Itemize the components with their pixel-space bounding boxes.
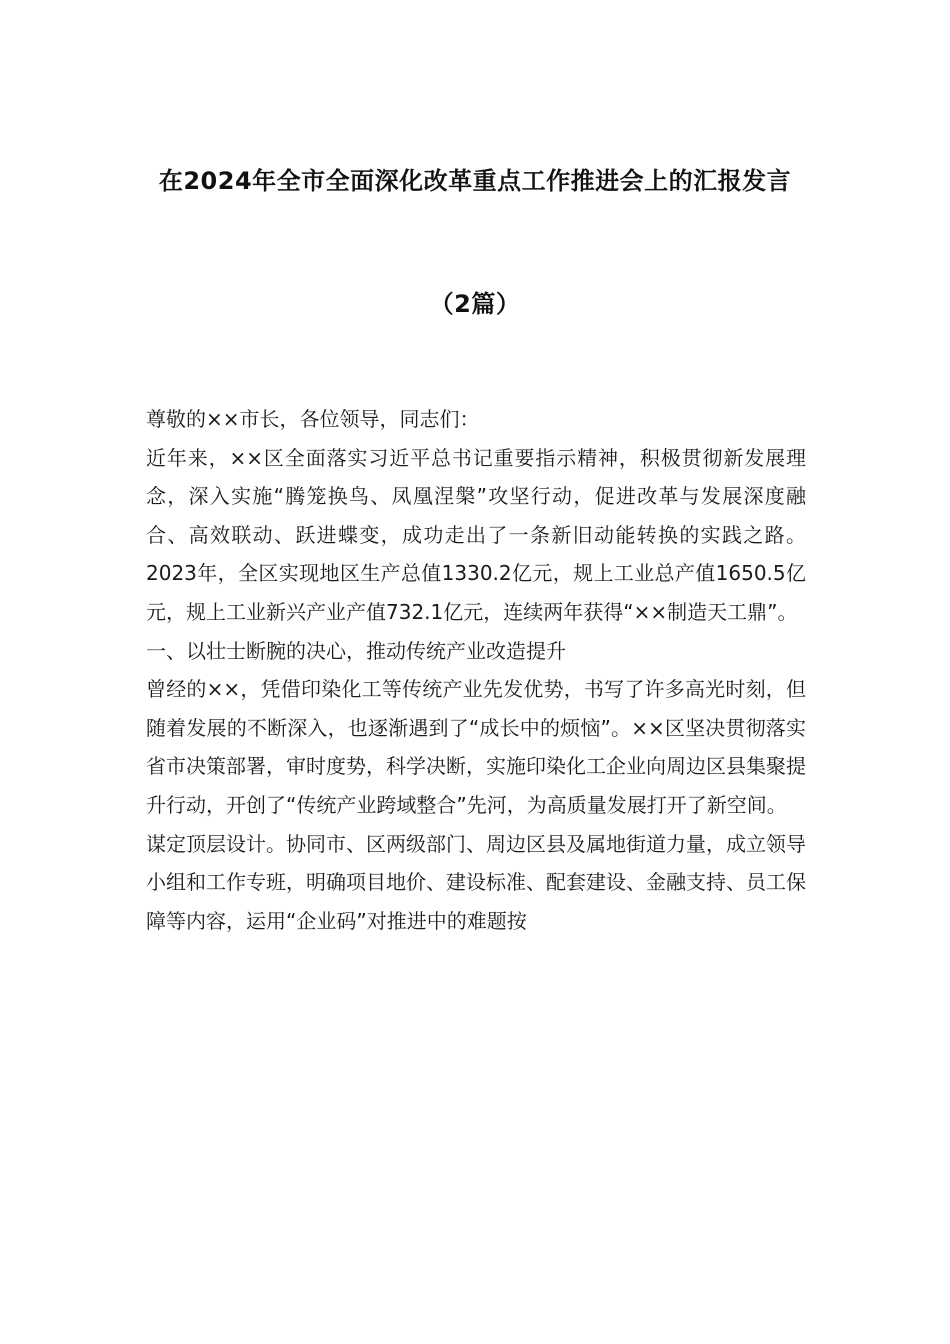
paragraph-top-level-design: 谋定顶层设计。协同市、区两级部门、周边区县及属地街道力量，成立领导小组和工作专班，明确项目地价、建设标准、配套建设、金融支持、员工保障等内容，运用“企业码”对推进中的难题按 [146,831,806,933]
document-title: 在2024年全市全面深化改革重点工作推进会上的汇报发言 [158,167,792,195]
salutation: 尊敬的××市长，各位领导，同志们： [146,407,480,431]
section-heading-1: 一、以壮士断腕的决心，推动传统产业改造提升 [146,638,566,663]
document-subtitle: （2篇） [429,290,521,318]
paragraph-section-1: 曾经的××，凭借印染化工等传统产业先发优势，书写了许多高光时刻，但随着发展的不断深入，也逐渐遇到了“成长中的烦恼”。××区坚决贯彻落实省市决策部署，审时度势，科学决断，实施印染化工企业向周边区县集聚提升行动，开创了“传统产业跨域整合”先河，为高质量发展打开了新空间。 [146,677,806,817]
paragraph-intro: 近年来，××区全面落实习近平总书记重要指示精神，积极贯彻新发展理念，深入实施“腾笼换鸟、凤凰涅槃”攻坚行动，促进改革与发展深度融合、高效联动、跃进蝶变，成功走出了一条新旧动能转换的实践之路。2023年，全区实现地区生产总值1330.2亿元，规上工业总产值1650.5亿元，规上工业新兴产业产值732.1亿元，连续两年获得“××制造天工鼎”。 [146,445,806,624]
document-body [146,400,806,940]
